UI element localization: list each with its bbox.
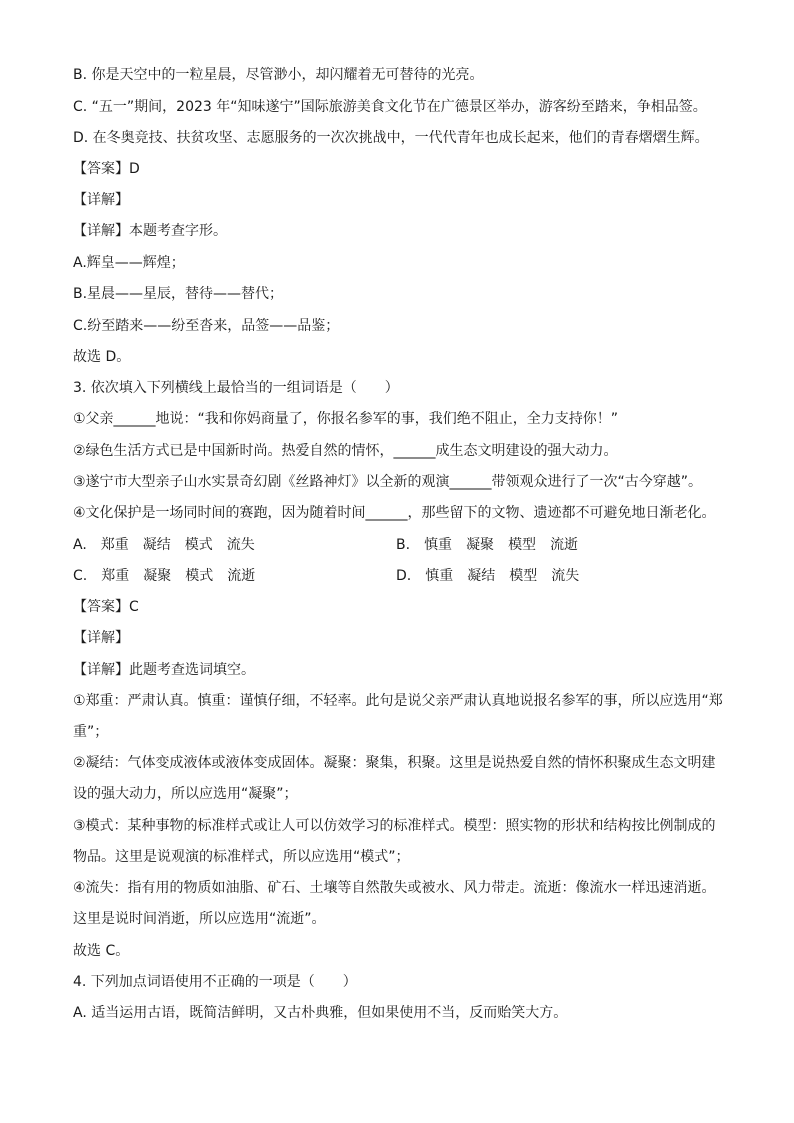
explanation-paragraph-1-cont: 重”；	[73, 724, 109, 740]
explanation-paragraph-4: ④流失：指有用的物质如油脂、矿石、土壤等自然散失或被水、风力带走。流逝：像流水一样迅速消逝。	[73, 880, 716, 896]
explanation-intro: 【详解】本题考查字形。	[73, 223, 227, 239]
option-word: 流失	[226, 537, 255, 553]
option-letter: D.	[396, 568, 412, 584]
explanation-item-a: A.辉皇——辉煌；	[73, 255, 185, 271]
option-letter: C.	[73, 568, 88, 584]
explanation-paragraph-3-cont: 物品。这里是说观演的标准样式，所以应选用“模式”；	[73, 849, 410, 865]
explanation-paragraph-1: ①郑重：严肃认真。慎重：谨慎仔细，不轻率。此句是说父亲严肃认真地说报名参军的事，所以应选用“郑	[73, 693, 723, 709]
answer-label: 【答案】C	[73, 599, 139, 615]
question-3-sentence-2: ②绿色生活方式已是中国新时尚。热爱自然的情怀，______成生态文明建设的强大动力。	[73, 443, 618, 459]
option-word: 流失	[551, 568, 580, 584]
option-word: 凝聚	[466, 537, 495, 553]
option-letter: B.	[396, 537, 411, 553]
explanation-item-c: C.纷至踏来——纷至沓来，品签——品鉴；	[73, 318, 340, 334]
option-word: 慎重	[425, 568, 454, 584]
option-word: 模式	[184, 537, 213, 553]
explanation-paragraph-2: ②凝结：气体变成液体或液体变成固体。凝聚：聚集，积聚。这里是说热爱自然的情怀积聚成生态文明建	[73, 755, 716, 771]
explanation-paragraph-4-cont: 这里是说时间消逝，所以应选用“流逝”。	[73, 911, 326, 927]
option-word: 凝聚	[143, 568, 172, 584]
option-word: 郑重	[100, 537, 129, 553]
question-3-sentence-1: ①父亲______地说：“我和你妈商量了，你报名参军的事，我们绝不阻止，全力支持你！”	[73, 411, 619, 427]
option-word: 模式	[185, 568, 214, 584]
conclusion: 故选 C。	[73, 943, 130, 959]
option-word: 流逝	[550, 537, 579, 553]
option-d-line: D. 在冬奥竞技、扶贫攻坚、志愿服务的一次次挑战中，一代代青年也成长起来，他们的青春熠熠生辉。	[73, 130, 709, 146]
explanation-paragraph-2-cont: 设的强大动力，所以应选用“凝聚”；	[73, 786, 298, 802]
explanation-heading: 【详解】	[73, 192, 129, 208]
answer-label: 【答案】D	[73, 161, 140, 177]
question-3-sentence-3: ③遂宁市大型亲子山水实景奇幻剧《丝路神灯》以全新的观演______带领观众进行了一次“古今穿越”。	[73, 474, 703, 490]
option-letter: A.	[73, 537, 87, 553]
option-b-line: B. 你是天空中的一粒星晨，尽管渺小，却闪耀着无可替待的光亮。	[73, 67, 484, 83]
question-4-option-a: A. 适当运用古语，既简洁鲜明，又古朴典雅，但如果使用不当，反而贻笑大方。	[73, 1005, 568, 1021]
option-word: 郑重	[101, 568, 130, 584]
option-word: 凝结	[142, 537, 171, 553]
question-3-option-d	[396, 566, 593, 586]
explanation-heading: 【详解】	[73, 630, 129, 646]
explanation-item-b: B.星晨——星辰，替待——替代；	[73, 286, 284, 302]
option-c-line: C. “五一”期间，2023 年“知味遂宁”国际旅游美食文化节在广德景区举办，游客纷至踏来，争相品签。	[73, 99, 707, 115]
option-word: 模型	[509, 568, 538, 584]
question-3-option-a	[73, 535, 269, 555]
conclusion: 故选 D。	[73, 349, 131, 365]
option-word: 慎重	[424, 537, 453, 553]
question-3-sentence-4: ④文化保护是一场同时间的赛跑，因为随着时间______，那些留下的文物、遗迹都不可避免地日渐老化。	[73, 505, 716, 521]
question-3-option-c	[73, 566, 269, 586]
option-word: 凝结	[467, 568, 496, 584]
question-4-title: 4. 下列加点词语使用不正确的一项是（ ）	[73, 974, 357, 990]
option-word: 流逝	[227, 568, 256, 584]
option-word: 模型	[508, 537, 537, 553]
question-3-title: 3. 依次填入下列横线上最恰当的一组词语是（ ）	[73, 380, 399, 396]
explanation-intro: 【详解】此题考查选词填空。	[73, 662, 255, 678]
question-3-option-b	[396, 535, 592, 555]
explanation-paragraph-3: ③模式：某种事物的标准样式或让人可以仿效学习的标准样式。模型：照实物的形状和结构按比例制成的	[73, 818, 716, 834]
